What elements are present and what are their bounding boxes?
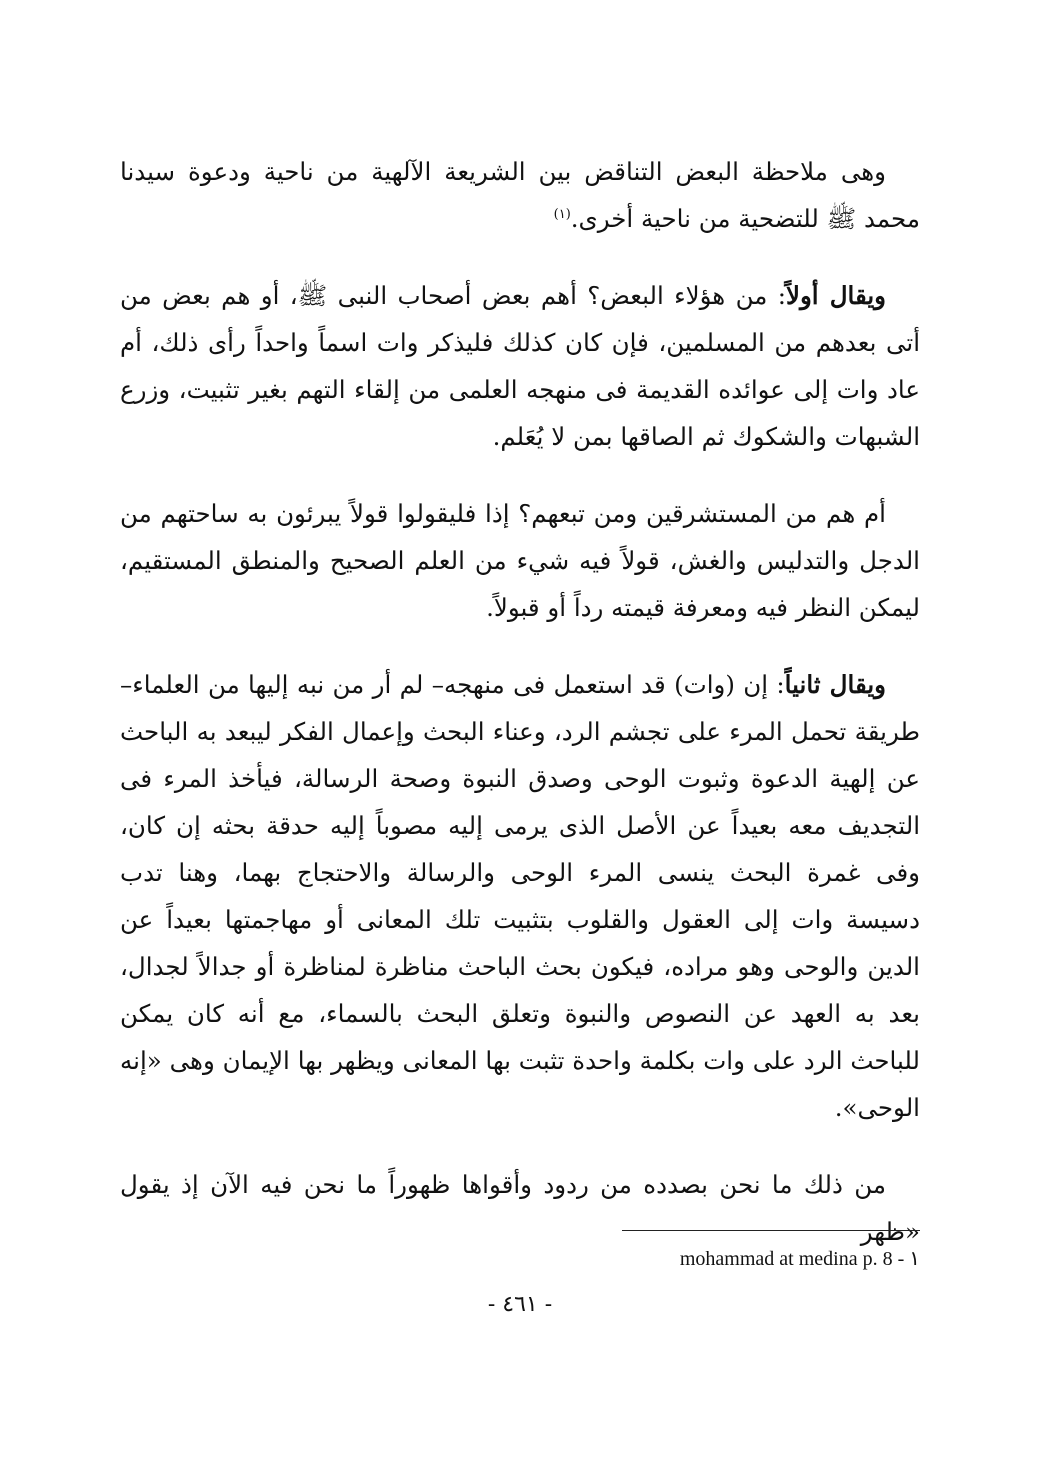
page-body bbox=[120, 148, 920, 1285]
paragraph-1 bbox=[120, 148, 920, 242]
footnote-reference: (١) bbox=[553, 206, 571, 222]
paragraph-4 bbox=[120, 661, 920, 1131]
paragraph-4-text: : إن (وات) قد استعمل فى منهجه– لم أر من نبه إليها من العلماء– طريقة تحمل المرء على تجشم الرد، وعناء البحث وإعمال الفكر ليبعد به الباحث عن إلهية الدعوة وثبوت الوحى وصدق النبوة وصحة الرسالة، فيأخذ المرء فى التجديف معه بعيداً عن الأصل الذى يرمى إليه مصوباً إليه حدقة بحثه إن كان، وفى غمرة البحث ينسى المرء الوحى والرسالة والاحتجاج بهما، وهنا تدب دسيسة وات إلى العقول والقلوب بتثبيت تلك المعانى أو مهاجمتها بعيداً عن الدين والوحى وهو مراده، فيكون بحث الباحث مناظرة لمناظرة أو جدالاً لجدال، بعد به العهد عن النصوص والنبوة وتعلق البحث بالسماء، مع أنه كان يمكن للباحث الرد على وات بكلمة واحدة تثبت بها المعانى ويظهر بها الإيمان وهى «إنه الوحى». bbox=[120, 670, 920, 1122]
paragraph-2 bbox=[120, 272, 920, 460]
page-number: - ٤٦١ - bbox=[487, 1292, 553, 1317]
paragraph-3-text: أم هم من المستشرقين ومن تبعهم؟ إذا فليقولوا قولاً يبرئون به ساحتهم من الدجل والتدليس والغش، قولاً فيه شيء من العلم الصحيح والمنطق المستقيم، ليمكن النظر فيه ومعرفة قيمته رداً أو قبولاً. bbox=[120, 499, 920, 622]
paragraph-2-text: : من هؤلاء البعض؟ أهم بعض أصحاب النبى ﷺ، أو هم بعض من أتى بعدهم من المسلمين، فإن كان كذلك فليذكر وات اسماً واحداً رأى ذلك، أم عاد وات إلى عوائده القديمة فى منهجه العلمى من إلقاء التهم بغير تثبيت، وزرع الشبهات والشكوك ثم الصاقها بمن لا يُعَلم. bbox=[120, 281, 920, 451]
paragraph-4-lead: ويقال ثانياً bbox=[784, 670, 886, 699]
footnote: mohammad at medina p. 8 - ١ bbox=[679, 1248, 920, 1270]
paragraph-1-text: وهى ملاحظة البعض التناقض بين الشريعة الآلهية من ناحية ودعوة سيدنا محمد ﷺ للتضحية من ناحية أخرى. bbox=[120, 157, 920, 233]
footnote-divider bbox=[622, 1230, 920, 1231]
paragraph-2-lead: ويقال أولاً bbox=[785, 281, 887, 310]
paragraph-5 bbox=[120, 1161, 920, 1255]
paragraph-5-text: من ذلك ما نحن بصدده من ردود وأقواها ظهوراً ما نحن فيه الآن إذ يقول «ظهر bbox=[120, 1170, 920, 1246]
paragraph-3 bbox=[120, 490, 920, 631]
